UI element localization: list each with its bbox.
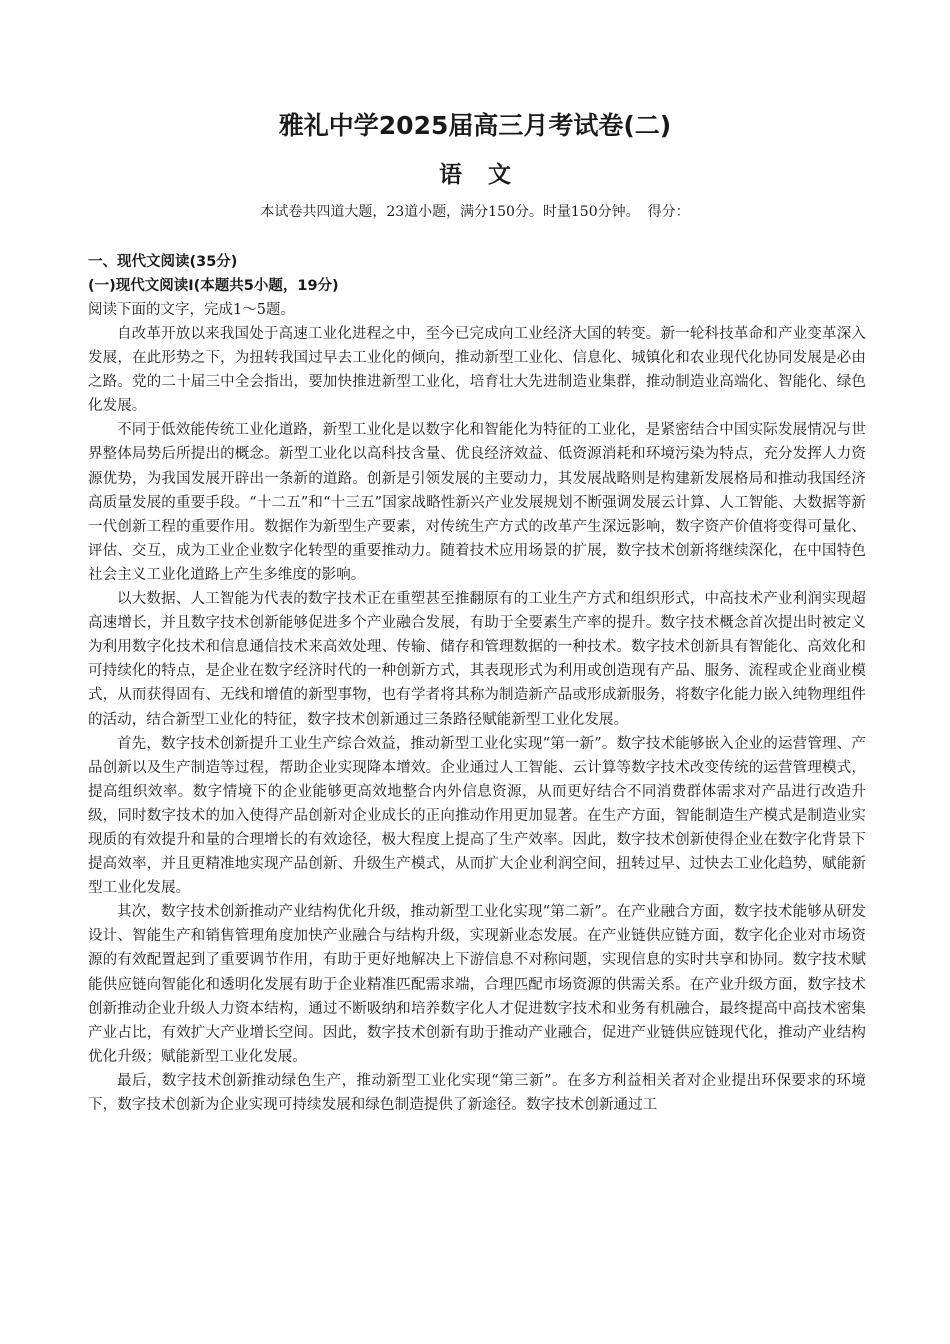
- passage-paragraph-2: 不同于低效能传统工业化道路，新型工业化是以数字化和智能化为特征的工业化，是紧密结合中国实际发展情况与世界整体局势后所提出的概念。新型工业化以高科技含量、优良经济效益、低资源消耗和环境污染为特点，充分发挥人力资源优势，为我国发展开辟出一条新的道路。创新是引领发展的主要动力，其发展战略则是构建新发展格局和推动我国经济高质量发展的重要手段。“十二五”和“十三五”国家战略性新兴产业发展规划不断强调发展云计算、人工智能、大数据等新一代创新工程的重要作用。数据作为新型生产要素，对传统生产方式的改革产生深远影响，数字资产价值将变得可量化、评估、交互，成为工业企业数字化转型的重要推动力。随着技术应用场景的扩展，数字技术创新将继续深化，在中国特色社会主义工业化道路上产生多维度的影响。: [88, 422, 866, 583]
- section-title: 一、现代文阅读(35分): [88, 254, 238, 270]
- subject-title: 语文: [439, 161, 537, 188]
- reading-instructions: 阅读下面的文字，完成1～5题。: [88, 302, 295, 318]
- exam-info-text: 本试卷共四道大题，23道小题，满分150分。时量150分钟。: [260, 204, 640, 220]
- passage-paragraph-6: 最后，数字技术创新推动绿色生产，推动新型工业化实现“第三新”。在多方利益相关者对企业提出环保要求的环境下，数字技术创新为企业实现可持续发展和绿色制造提供了新途径。数字技术创新通过工: [88, 1072, 866, 1113]
- passage-paragraph-4: 首先，数字技术创新提升工业生产综合效益，推动新型工业化实现“第一新”。数字技术能够嵌入企业的运营管理、产品创新以及生产制造等过程，帮助企业实现降本增效。企业通过人工智能、云计算等数字技术改变传统的运营管理模式，提高组织效率。数字情境下的企业能够更高效地整合内外信息资源，从而更好结合不同消费群体需求对产品进行改造升级，同时数字技术的加入使得产品创新对企业成长的正向推动作用更加显著。在生产方面，智能制造生产模式是制造业实现质的有效提升和量的合理增长的有效途径，极大程度上提高了生产效率。因此，数字技术创新使得企业在数字化背景下提高效率，并且更精准地实现产品创新、升级生产模式，从而扩大企业利润空间，扭转过早、过快去工业化趋势，赋能新型工业化发展。: [88, 735, 866, 897]
- subsection-title: (一)现代文阅读Ⅰ(本题共5小题，19分): [88, 278, 339, 294]
- reading-section: [88, 250, 866, 1117]
- passage-paragraph-1: 自改革开放以来我国处于高速工业化进程之中，至今已完成向工业经济大国的转变。新一轮科技革命和产业变革深入发展，在此形势之下，为扭转我国过早去工业化的倾向，推动新型工业化、信息化、城镇化和农业现代化协同发展是必由之路。党的二十届三中全会指出，要加快推进新型工业化，培育壮大先进制造业集群，推动制造业高端化、智能化、绿色化发展。: [88, 326, 866, 415]
- score-label: 得分：: [647, 204, 690, 220]
- exam-info: [0, 201, 950, 223]
- exam-title: 雅礼中学2025届高三月考试卷(二): [278, 111, 672, 140]
- passage-paragraph-3: 以大数据、人工智能为代表的数字技术正在重塑甚至推翻原有的工业生产方式和组织形式，中高技术产业利润实现超高速增长，并且数字技术创新能够促进多个产业融合发展，有助于全要素生产率的提升。数字技术概念首次提出时被定义为利用数字化技术和信息通信技术来高效处理、传输、储存和管理数据的一种技术。数字技术创新具有智能化、高效化和可持续化的特点，是企业在数字经济时代的一种创新方式，其表现形式为利用或创造现有产品、服务、流程或企业商业模式，从而获得固有、无线和增值的新型事物，也有学者将其称为制造新产品或形成新服务，将数字化能力嵌入纯物理组件的活动，结合新型工业化的特征，数字技术创新通过三条路径赋能新型工业化发展。: [88, 591, 866, 728]
- passage-paragraph-5: 其次，数字技术创新推动产业结构优化升级，推动新型工业化实现“第二新”。在产业融合方面，数字技术能够从研发设计、智能生产和销售管理角度加快产业融合与结构升级，实现新业态发展。在产业链供应链方面，数字化企业对市场资源的有效配置起到了重要调节作用，有助于更好地解决上下游信息不对称问题，实现信息的实时共享和协同。数字技术赋能供应链向智能化和透明化发展有助于企业精准匹配需求端，合理匹配市场资源的供需关系。在产业升级方面，数字技术创新推动企业升级人力资本结构，通过不断吸纳和培养数字化人才促进数字技术和业务有机融合，最终提高中高技术密集产业占比，有效扩大产业增长空间。因此，数字技术创新有助于推动产业融合，促进产业链供应链现代化，推动产业结构优化升级；赋能新型工业化发展。: [88, 904, 866, 1065]
